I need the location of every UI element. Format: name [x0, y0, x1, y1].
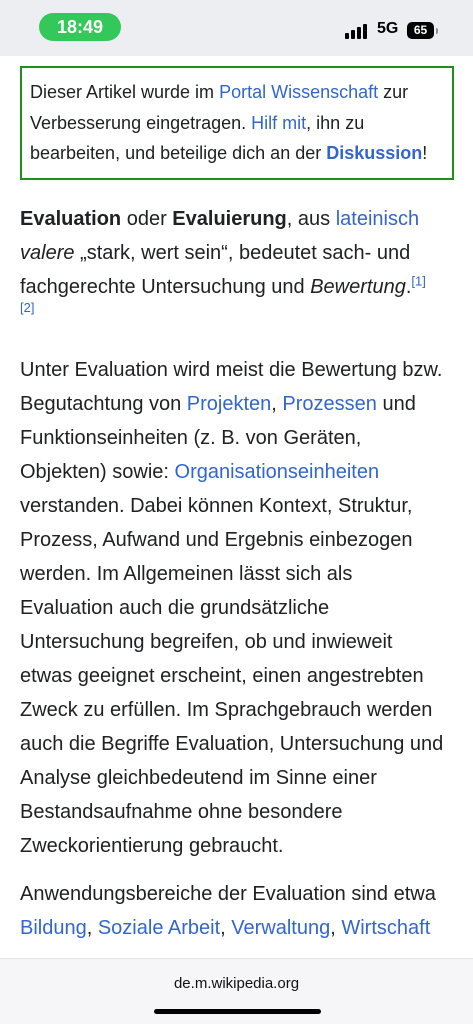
text: .	[405, 275, 412, 298]
portal-notice-box	[20, 66, 454, 180]
prozessen-link[interactable]: Prozessen	[282, 392, 377, 415]
bildung-link[interactable]: Bildung	[20, 916, 87, 939]
notice-text: Dieser Artikel wurde im	[30, 82, 220, 102]
notice-text: !	[422, 143, 428, 163]
verwaltung-link[interactable]: Verwaltung	[231, 916, 331, 939]
text: , aus	[286, 207, 336, 230]
article-content	[20, 66, 450, 945]
text: ,	[330, 916, 342, 939]
term-evaluierung: Evaluierung	[172, 207, 287, 230]
text: Unter Evaluation wird meist die Bewertung bzw. Begutachtung von	[20, 358, 443, 415]
diskussion-link[interactable]: Diskussion	[326, 143, 423, 163]
text: verstanden. Dabei können Kontext, Struktur, Prozess, Aufwand und Ergebnis einbezogen werden. Im Allgemeinen lässt sich als Evaluation auch die grundsätzliche Untersuchung begreifen, ob und inwieweit etwas geeignet erscheint, einen angestrebten Zweck zu erfüllen. Im Sprachgebrauch werden auch die Begriffe Evaluation, Untersuchung und Analyse gleichbedeutend im Sinne einer Bestandsaufnahme ohne besondere Zweckorientierung gebraucht.	[20, 494, 444, 857]
text: ,	[86, 916, 98, 939]
home-indicator[interactable]	[154, 1009, 321, 1014]
address-bar[interactable]: de.m.wikipedia.org	[173, 975, 300, 992]
text: und Funktionseinheiten (z. B. von Geräten, Objekten) sowie:	[20, 392, 416, 483]
network-type: 5G	[377, 20, 399, 37]
term-valere: valere	[20, 241, 75, 264]
text: oder	[121, 207, 173, 230]
term-evaluation: Evaluation	[20, 207, 122, 230]
portal-wissenschaft-link[interactable]: Portal Wissenschaft	[219, 82, 379, 102]
lateinisch-link[interactable]: lateinisch	[335, 207, 420, 230]
hilf-mit-link[interactable]: Hilf mit	[251, 112, 307, 133]
cellular-signal-icon	[345, 23, 371, 39]
applications-paragraph	[20, 877, 450, 945]
text: ,	[271, 392, 283, 415]
intro-paragraph	[20, 202, 450, 316]
notice-text: , ihn zu bearbeiten, und beteilige dich an der	[30, 112, 365, 163]
organisationseinheiten-link[interactable]: Organisationseinheiten	[174, 460, 380, 483]
projekten-link[interactable]: Projekten	[186, 392, 272, 415]
text: ,	[220, 916, 232, 939]
status-bar	[0, 0, 473, 56]
text: Anwendungsbereiche der Evaluation sind etwa	[20, 882, 436, 905]
notice-text: zur Verbesserung eingetragen.	[30, 82, 409, 133]
wirtschaft-link[interactable]: Wirtschaft	[341, 916, 431, 939]
text: „stark, wert sein“, bedeutet sach- und fachgerechte Untersuchung und	[20, 241, 411, 298]
reference-2-link[interactable]: [2]	[20, 299, 35, 315]
status-time[interactable]: 18:49	[39, 13, 121, 41]
term-bewertung: Bewertung	[310, 275, 406, 298]
definition-paragraph	[20, 353, 450, 863]
browser-bottom-bar	[0, 958, 473, 1024]
soziale-arbeit-link[interactable]: Soziale Arbeit	[97, 916, 221, 939]
reference-1-link[interactable]: [1]	[411, 272, 426, 288]
battery-icon: 65	[407, 22, 434, 39]
